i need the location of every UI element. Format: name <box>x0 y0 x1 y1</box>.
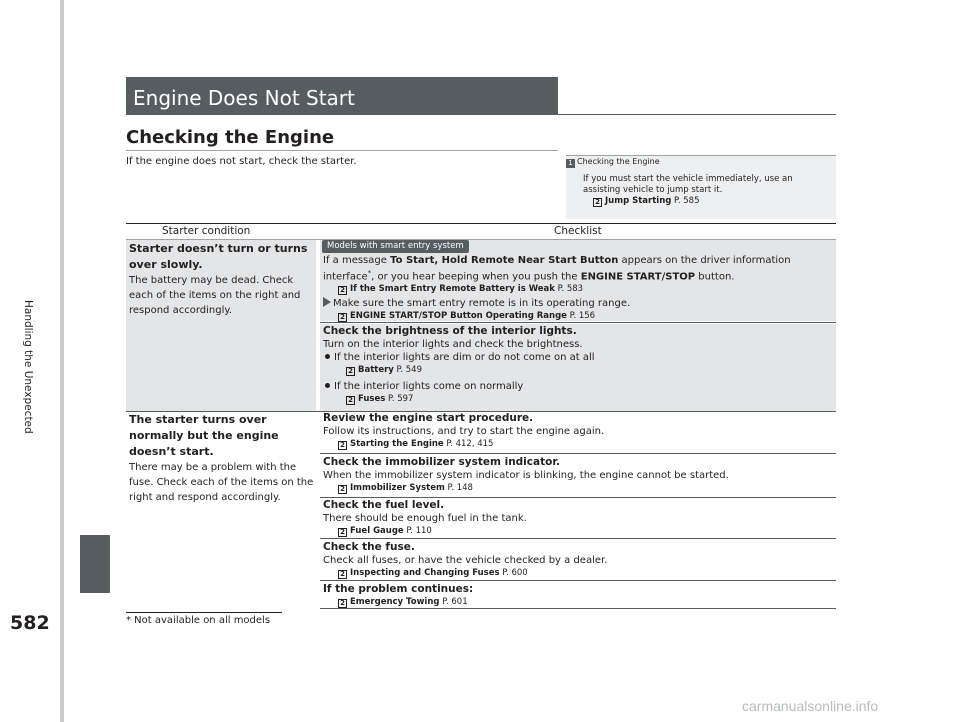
condition-1-title: Starter doesn’t turn or turns over slowly. <box>129 242 308 271</box>
note-body <box>583 174 828 207</box>
cross-reference-icon: 2 <box>338 313 347 322</box>
cross-reference[interactable] <box>323 482 833 495</box>
section-tab-marker <box>80 535 110 593</box>
step-item <box>323 297 833 310</box>
bullet-text: If the interior lights come on normally <box>334 381 524 392</box>
ref-title: Inspecting and Changing Fuses <box>350 568 500 578</box>
sidebar <box>0 0 64 722</box>
condition-2-text: There may be a problem with the fuse. Check each of the items on the right and respond accordingly. <box>129 462 314 503</box>
page-title: Engine Does Not Start <box>133 86 355 110</box>
checklist-item-smart-entry <box>323 254 833 323</box>
msg-part: appears on the driver information interface <box>323 255 791 283</box>
step-text: Make sure the smart entry remote is in its operating range. <box>333 298 631 310</box>
button-name: ENGINE START/STOP <box>580 271 696 283</box>
ref-page: P. 156 <box>569 311 596 322</box>
cross-reference-icon: 2 <box>338 528 347 537</box>
section-side-label: Handling the Unexpected <box>22 300 34 434</box>
bullet-text: If the interior lights are dim or do not come on at all <box>334 352 595 363</box>
checklist-heading: If the problem continues: <box>323 583 474 595</box>
checklist-heading: Check the immobilizer system indicator. <box>323 456 560 468</box>
ref-page: P. 583 <box>557 284 584 295</box>
watermark: carmanualsonline.info <box>742 698 879 714</box>
note-heading <box>566 157 660 168</box>
checklist-item-fuel <box>323 499 833 538</box>
checklist-text: Turn on the interior lights and check the brightness. <box>323 339 583 350</box>
section-intro: If the engine does not start, check the starter. <box>126 156 357 167</box>
cross-reference-icon: 2 <box>338 599 347 608</box>
ref-page: P. 148 <box>447 483 473 493</box>
checklist-item-interior-lights <box>323 325 833 406</box>
note-ref-page: P. 585 <box>674 196 700 206</box>
smart-entry-message <box>323 254 833 283</box>
condition-2-title: The starter turns over normally but the engine doesn’t start. <box>129 413 279 458</box>
cross-reference[interactable] <box>323 283 833 296</box>
row-divider <box>320 497 836 498</box>
checklist-item-problem-continues <box>323 583 833 609</box>
ref-page: P. 549 <box>396 365 422 375</box>
ref-page: P. 412, 415 <box>446 439 494 449</box>
cross-reference[interactable] <box>323 364 833 377</box>
cross-reference[interactable] <box>323 567 833 580</box>
msg-text: To Start, Hold Remote Near Start Button <box>390 255 619 266</box>
checklist-item-fuse <box>323 541 833 580</box>
cross-reference[interactable] <box>323 310 833 323</box>
column-header-checklist: Checklist <box>554 225 602 237</box>
cross-reference-icon: 2 <box>338 441 347 450</box>
ref-title: ENGINE START/STOP Button Operating Range <box>350 311 567 322</box>
checklist-heading: Check the fuse. <box>323 541 415 553</box>
column-header-condition: Starter condition <box>162 225 251 237</box>
ref-title: If the Smart Entry Remote Battery is Weak <box>350 284 555 295</box>
checklist-heading: Review the engine start procedure. <box>323 412 534 424</box>
checklist-text: Follow its instructions, and try to start the engine again. <box>323 426 605 437</box>
msg-part: button. <box>698 271 735 283</box>
step-arrow-icon <box>323 297 331 307</box>
condition-1 <box>129 241 314 318</box>
cross-reference-icon: 2 <box>593 198 602 207</box>
condition-2 <box>129 412 314 505</box>
row-divider <box>320 538 836 539</box>
condition-1-text: The battery may be dead. Check each of the items on the right and respond accordingly. <box>129 275 301 316</box>
note-ref-title: Jump Starting <box>605 196 672 206</box>
msg-part: If a message <box>323 255 387 266</box>
section-rule <box>126 150 558 151</box>
ref-title: Battery <box>358 365 394 375</box>
cross-reference-icon: 2 <box>338 286 347 295</box>
ref-page: P. 110 <box>406 526 432 536</box>
ref-title: Fuel Gauge <box>350 526 404 536</box>
checklist-text: When the immobilizer system indicator is blinking, the engine cannot be started. <box>323 470 729 481</box>
smart-entry-badge: Models with smart entry system <box>322 240 469 253</box>
footnote-rule <box>126 612 282 613</box>
checklist-heading: Check the fuel level. <box>323 499 445 511</box>
note-icon: 1 <box>566 159 575 168</box>
title-rule <box>558 114 836 115</box>
footnote-marker: * <box>367 269 372 277</box>
section-heading: Checking the Engine <box>126 127 335 148</box>
cross-reference[interactable] <box>323 393 833 406</box>
checklist-item-immobilizer <box>323 456 833 495</box>
cross-reference-icon: 2 <box>346 396 355 405</box>
ref-page: P. 600 <box>502 568 528 578</box>
checklist-text: Check all fuses, or have the vehicle checked by a dealer. <box>323 555 608 566</box>
bullet-item <box>323 380 833 393</box>
cross-reference-icon: 2 <box>338 485 347 494</box>
bullet-icon <box>325 383 330 388</box>
page-number: 582 <box>10 612 50 634</box>
note-heading-text: Checking the Engine <box>577 157 660 166</box>
cross-reference-icon: 2 <box>346 367 355 376</box>
footnote: * Not available on all models <box>126 615 271 626</box>
note-ref[interactable] <box>583 196 828 207</box>
checklist-heading: Check the brightness of the interior lights. <box>323 325 577 337</box>
ref-title: Emergency Towing <box>350 597 440 607</box>
ref-title: Fuses <box>358 394 386 404</box>
checklist-text: There should be enough fuel in the tank. <box>323 513 527 524</box>
table-top-rule <box>126 223 836 224</box>
ref-page: P. 597 <box>388 394 414 404</box>
cross-reference[interactable] <box>323 438 833 451</box>
ref-page: P. 601 <box>442 597 468 607</box>
row-divider <box>320 453 836 454</box>
cross-reference[interactable] <box>323 525 833 538</box>
cross-reference[interactable] <box>323 596 833 609</box>
checklist-item-start-procedure <box>323 412 833 451</box>
ref-title: Immobilizer System <box>350 483 445 493</box>
bullet-icon <box>325 354 330 359</box>
note-text: If you must start the vehicle immediately, use an assisting vehicle to jump start it. <box>583 174 793 195</box>
row-divider <box>320 580 836 581</box>
cross-reference-icon: 2 <box>338 570 347 579</box>
ref-title: Starting the Engine <box>350 439 444 449</box>
msg-part: , or you hear beeping when you push the <box>371 271 578 283</box>
bullet-item <box>323 351 833 364</box>
